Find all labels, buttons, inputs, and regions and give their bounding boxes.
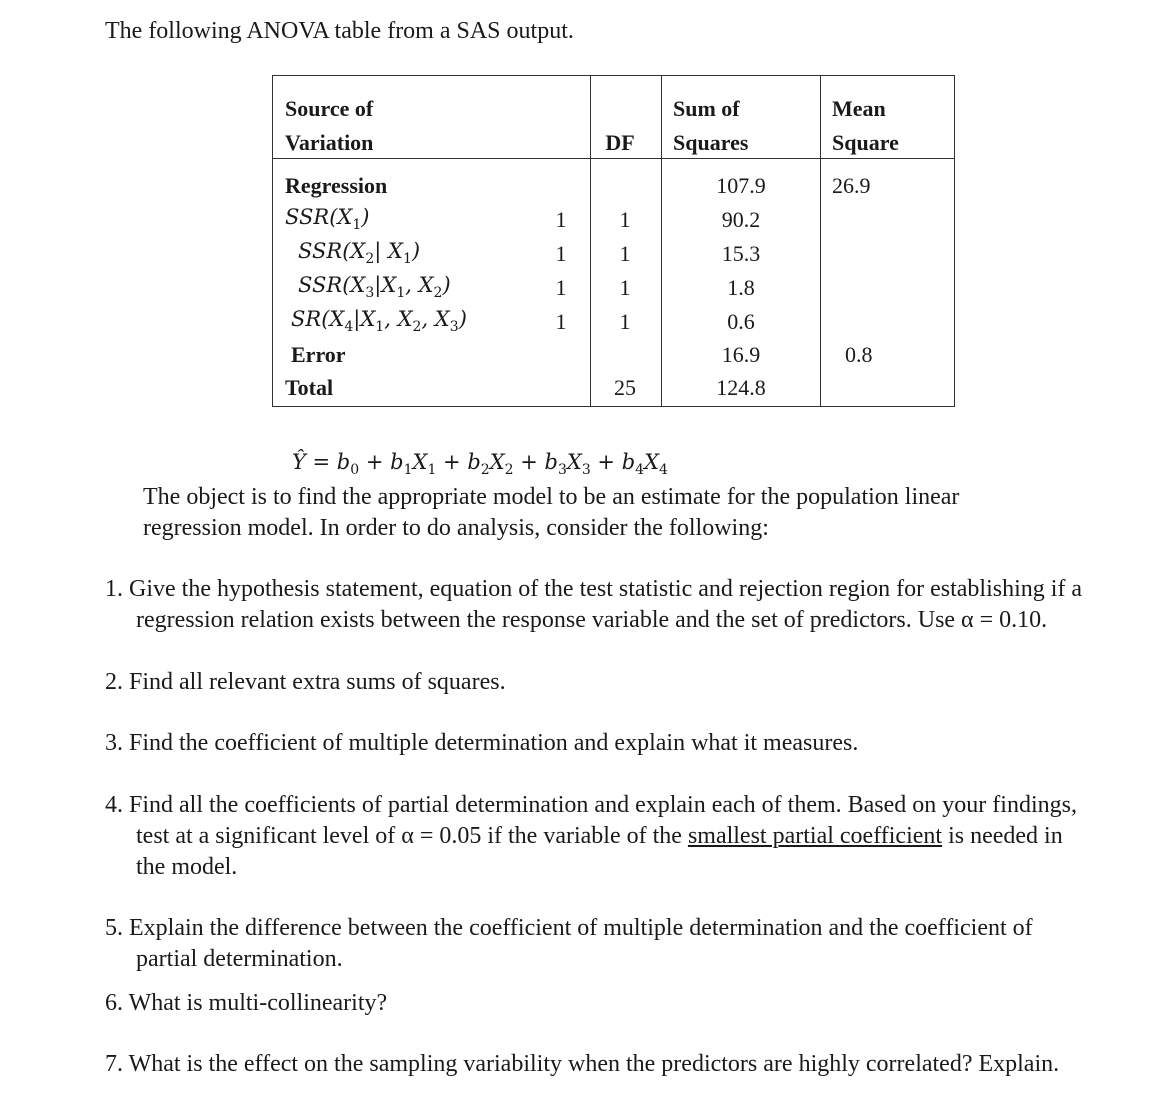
row-regression-ms: 26.9: [832, 173, 871, 198]
regression-equation: Ŷ = $b_0 + b_1X_1 + b_2X_2 + b_3X_3 + b_4X_4$: [292, 450, 668, 479]
row-ssr1-ss: 90.2: [721, 207, 761, 232]
question-4: [105, 790, 1145, 883]
row-ssr4-ss: 0.6: [727, 309, 755, 334]
row-ssr1-num: 1: [555, 207, 567, 232]
row-ssr1-label: $SSR(X_1)$: [285, 205, 370, 234]
row-ssr1-df: 1: [619, 207, 631, 232]
anova-table: [272, 75, 955, 407]
question-4-line2b: is needed in: [942, 823, 1063, 849]
question-4-line2a: test at a significant level of α = 0.05 if the variable of the: [136, 823, 688, 849]
row-error-ss: 16.9: [721, 342, 761, 367]
question-4-line2: [105, 821, 1145, 852]
question-5-line2: partial determination.: [136, 946, 343, 972]
question-5: [105, 913, 1145, 975]
header-ss-line1: Sum of: [673, 96, 740, 121]
row-ssr2-label: $SSR(X_2|$ $X_1$): [298, 239, 421, 268]
row-ssr2-ss: 15.3: [721, 241, 761, 266]
row-total-label: Total: [285, 375, 334, 400]
question-5-line1: 5. Explain the difference between the coefficient of multiple determination and the coefficient of: [105, 915, 1033, 941]
question-1-line1: 1. Give the hypothesis statement, equation of the test statistic and rejection region for establishing if a: [105, 576, 1083, 602]
header-separator: [273, 158, 954, 159]
row-ssr3-df: 1: [619, 275, 631, 300]
objective-line2: regression model. In order to do analysis, consider the following:: [143, 515, 769, 541]
row-error-label: Error: [291, 342, 346, 367]
row-ssr4-df: 1: [619, 309, 631, 334]
divider-ms-left: [820, 76, 821, 406]
row-ssr2-df: 1: [619, 241, 631, 266]
row-total-ss: 124.8: [716, 375, 766, 400]
question-1-line2: regression relation exists between the response variable and the set of predictors. Use α = 0.10.: [136, 607, 1048, 633]
row-ssr3-label: $SSR(X_3|X_1$, $X_2$): [298, 273, 451, 302]
question-1: [105, 574, 1145, 636]
divider-ss-left: [661, 76, 662, 406]
row-total-df: 25: [614, 375, 636, 400]
question-4-line3: the model.: [136, 854, 238, 880]
row-regression-label: Regression: [285, 173, 388, 198]
row-error-ms: 0.8: [845, 342, 873, 367]
question-2: 2. Find all relevant extra sums of squares.: [105, 669, 506, 695]
header-source-line1: Source of: [285, 96, 374, 121]
row-ssr3-num: 1: [555, 275, 567, 300]
row-regression-ss: 107.9: [716, 173, 766, 198]
intro-text: The following ANOVA table from a SAS output.: [105, 18, 574, 44]
objective-paragraph: [143, 482, 1023, 544]
question-7: 7. What is the effect on the sampling variability when the predictors are highly correlated? Explain.: [105, 1051, 1060, 1077]
row-ssr4-num: 1: [555, 309, 567, 334]
header-source-line2: Variation: [285, 130, 374, 155]
header-ms-line1: Mean: [832, 96, 886, 121]
objective-line1: The object is to find the appropriate model to be an estimate for the population linear: [143, 484, 960, 510]
header-ms-line2: Square: [832, 130, 899, 155]
question-4-line1: 4. Find all the coefficients of partial determination and explain each of them. Based on your findings,: [105, 792, 1077, 818]
header-ss-line2: Squares: [673, 130, 749, 155]
question-6: 6. What is multi-collinearity?: [105, 990, 388, 1016]
row-ssr3-ss: 1.8: [727, 275, 755, 300]
row-ssr4-label: $SR(X_4|X_1$, $X_2$, $X_3$): [291, 307, 467, 336]
divider-df-left: [590, 76, 591, 406]
question-3: 3. Find the coefficient of multiple determination and explain what it measures.: [105, 730, 859, 756]
smallest-partial-coefficient-text: smallest partial coefficient: [687, 823, 943, 849]
row-ssr2-num: 1: [555, 241, 567, 266]
header-df: DF: [605, 130, 635, 155]
